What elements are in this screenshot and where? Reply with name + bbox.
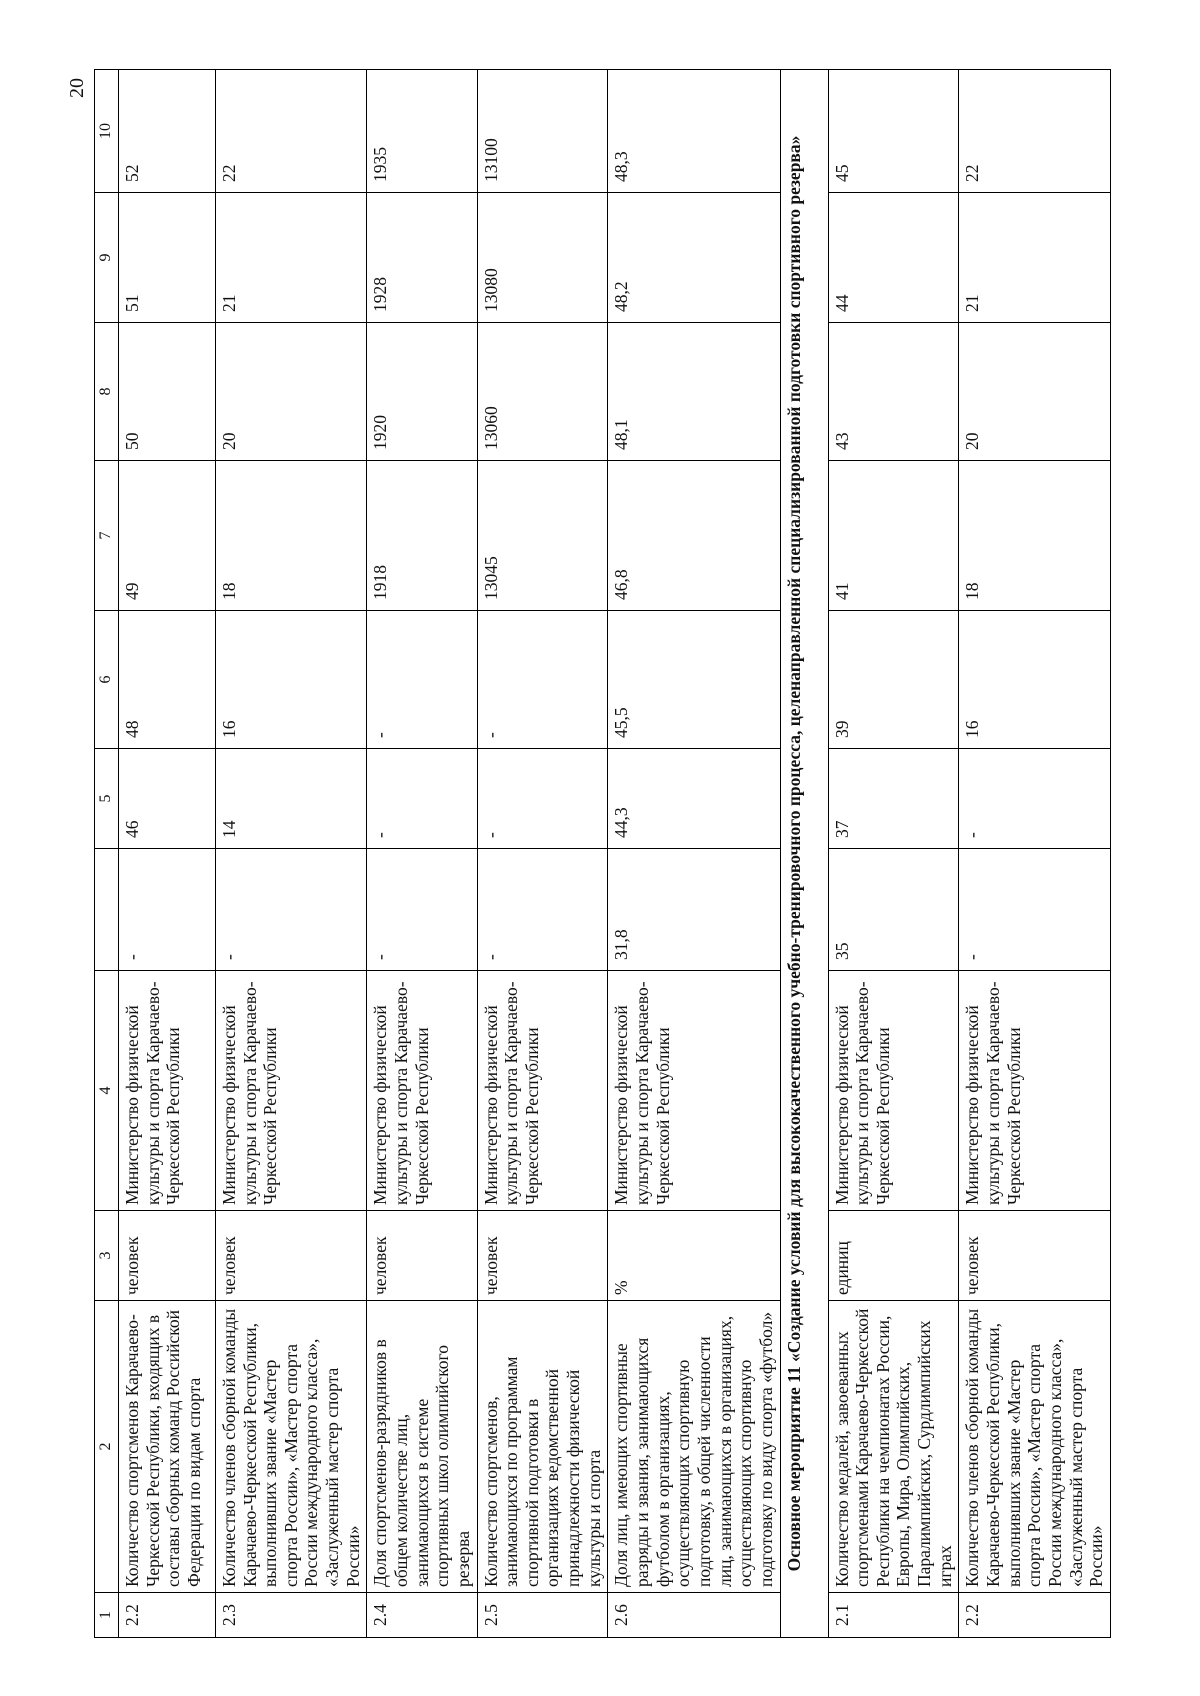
value-cell: 37 — [828, 749, 959, 849]
unit-cell: человек — [959, 1211, 1110, 1301]
value-cell: 16 — [959, 611, 1110, 749]
value-cell: 50 — [118, 323, 215, 461]
value-cell: 20 — [215, 323, 366, 461]
value-cell: 51 — [118, 193, 215, 323]
column-header: 7 — [95, 461, 119, 611]
value-cell: - — [477, 849, 608, 971]
value-cell: 22 — [959, 70, 1110, 193]
row-number: 2.2 — [959, 1593, 1110, 1638]
value-cell: 45,5 — [608, 611, 780, 749]
responsible-cell: Министерство физической культуры и спорта Карачаево-Черкесской Республики — [477, 971, 608, 1211]
table-row — [215, 70, 366, 1638]
table-row — [367, 70, 477, 1638]
section-title: Основное мероприятие 11 «Создание условий для высококачественного учебно-тренировочного процесса, целенаправленной специализированной подготовки спортивного резерва» — [780, 70, 828, 1638]
value-cell: 46 — [118, 749, 215, 849]
column-header: 1 — [95, 1593, 119, 1638]
value-cell: 35 — [828, 849, 959, 971]
page-number: 20 — [66, 78, 88, 98]
value-cell: 49 — [118, 461, 215, 611]
responsible-cell: Министерство физической культуры и спорта Карачаево-Черкесской Республики — [367, 971, 477, 1211]
column-header: 9 — [95, 193, 119, 323]
value-cell: - — [367, 749, 477, 849]
value-cell: 43 — [828, 323, 959, 461]
row-number: 2.6 — [608, 1593, 780, 1638]
value-cell: - — [367, 611, 477, 749]
row-number: 2.5 — [477, 1593, 608, 1638]
responsible-cell: Министерство физической культуры и спорта Карачаево-Черкесской Республики — [608, 971, 780, 1211]
unit-cell: человек — [215, 1211, 366, 1301]
indicator-text: Количество членов сборной команды Карачаево-Черкесской Республики, выполнивших звание «Мастер спорта России», «Мастер спорта России международного класса», «Заслуженный мастер спорта России» — [959, 1301, 1110, 1593]
responsible-cell: Министерство физической культуры и спорта Карачаево-Черкесской Республики — [959, 971, 1110, 1211]
indicator-text: Количество медалей, завоеванных спортсменами Карачаево-Черкесской Республики на чемпионатах России, Европы, Мира, Олимпийских, Паралимпийских, Сурдлимпийских играх — [828, 1301, 959, 1593]
value-cell: 16 — [215, 611, 366, 749]
value-cell: - — [477, 611, 608, 749]
column-header: 5 — [95, 749, 119, 849]
value-cell: 39 — [828, 611, 959, 749]
value-cell: 18 — [959, 461, 1110, 611]
value-cell: 31,8 — [608, 849, 780, 971]
responsible-cell: Министерство физической культуры и спорта Карачаево-Черкесской Республики — [828, 971, 959, 1211]
row-number: 2.1 — [828, 1593, 959, 1638]
value-cell: - — [118, 849, 215, 971]
value-cell: 13060 — [477, 323, 608, 461]
row-number: 2.3 — [215, 1593, 366, 1638]
value-cell: 52 — [118, 70, 215, 193]
unit-cell: человек — [118, 1211, 215, 1301]
table-row — [828, 70, 959, 1638]
value-cell: 1918 — [367, 461, 477, 611]
indicator-text: Доля лиц, имеющих спортивные разряды и звания, занимающихся футболом в организациях, осуществляющих спортивную подготовку, в общей численности лиц, занимающихся в организациях, осуществляющих спортивную подготовку по виду спорта «футбол» — [608, 1301, 780, 1593]
value-cell: 14 — [215, 749, 366, 849]
indicators-table — [94, 69, 1111, 1638]
section-row — [780, 70, 828, 1638]
value-cell: 1928 — [367, 193, 477, 323]
value-cell: - — [959, 849, 1110, 971]
column-header: 4 — [95, 971, 119, 1211]
indicator-text: Доля спортсменов-разрядников в общем количестве лиц, занимающихся в системе спортивных школ олимпийского резерва — [367, 1301, 477, 1593]
indicator-text: Количество спортсменов Карачаево-Черкесской Республики, входящих в составы сборных команд Российской Федерации по видам спорта — [118, 1301, 215, 1593]
value-cell: 1920 — [367, 323, 477, 461]
indicator-text: Количество членов сборной команды Карачаево-Черкесской Республики, выполнивших звание «Мастер спорта России», «Мастер спорта России международного класса», «Заслуженный мастер спорта России» — [215, 1301, 366, 1593]
header-row — [95, 70, 119, 1638]
table-row — [477, 70, 608, 1638]
unit-cell: единиц — [828, 1211, 959, 1301]
column-header: 10 — [95, 70, 119, 193]
value-cell: 48,1 — [608, 323, 780, 461]
value-cell: 48,2 — [608, 193, 780, 323]
value-cell: 41 — [828, 461, 959, 611]
value-cell: - — [367, 849, 477, 971]
indicator-text: Количество спортсменов, занимающихся по программам спортивной подготовки в организациях ведомственной принадлежности физической культуры и спорта — [477, 1301, 608, 1593]
value-cell: 13100 — [477, 70, 608, 193]
value-cell: 45 — [828, 70, 959, 193]
row-number: 2.4 — [367, 1593, 477, 1638]
value-cell: - — [477, 749, 608, 849]
value-cell: 22 — [215, 70, 366, 193]
column-header: 2 — [95, 1301, 119, 1593]
unit-cell: человек — [477, 1211, 608, 1301]
value-cell: - — [959, 749, 1110, 849]
table-row — [118, 70, 215, 1638]
unit-cell: % — [608, 1211, 780, 1301]
value-cell: - — [215, 849, 366, 971]
table-row — [959, 70, 1110, 1638]
value-cell: 21 — [959, 193, 1110, 323]
responsible-cell: Министерство физической культуры и спорта Карачаево-Черкесской Республики — [118, 971, 215, 1211]
column-header: 6 — [95, 611, 119, 749]
value-cell: 48,3 — [608, 70, 780, 193]
responsible-cell: Министерство физической культуры и спорта Карачаево-Черкесской Республики — [215, 971, 366, 1211]
value-cell: 13045 — [477, 461, 608, 611]
value-cell: 44 — [828, 193, 959, 323]
value-cell: 21 — [215, 193, 366, 323]
table-row — [608, 70, 780, 1638]
value-cell: 44,3 — [608, 749, 780, 849]
column-header — [95, 849, 119, 971]
row-number: 2.2 — [118, 1593, 215, 1638]
value-cell: 48 — [118, 611, 215, 749]
value-cell: 20 — [959, 323, 1110, 461]
column-header: 8 — [95, 323, 119, 461]
column-header: 3 — [95, 1211, 119, 1301]
rotated-table-container — [94, 70, 1110, 1638]
value-cell: 13080 — [477, 193, 608, 323]
value-cell: 1935 — [367, 70, 477, 193]
value-cell: 18 — [215, 461, 366, 611]
unit-cell: человек — [367, 1211, 477, 1301]
value-cell: 46,8 — [608, 461, 780, 611]
